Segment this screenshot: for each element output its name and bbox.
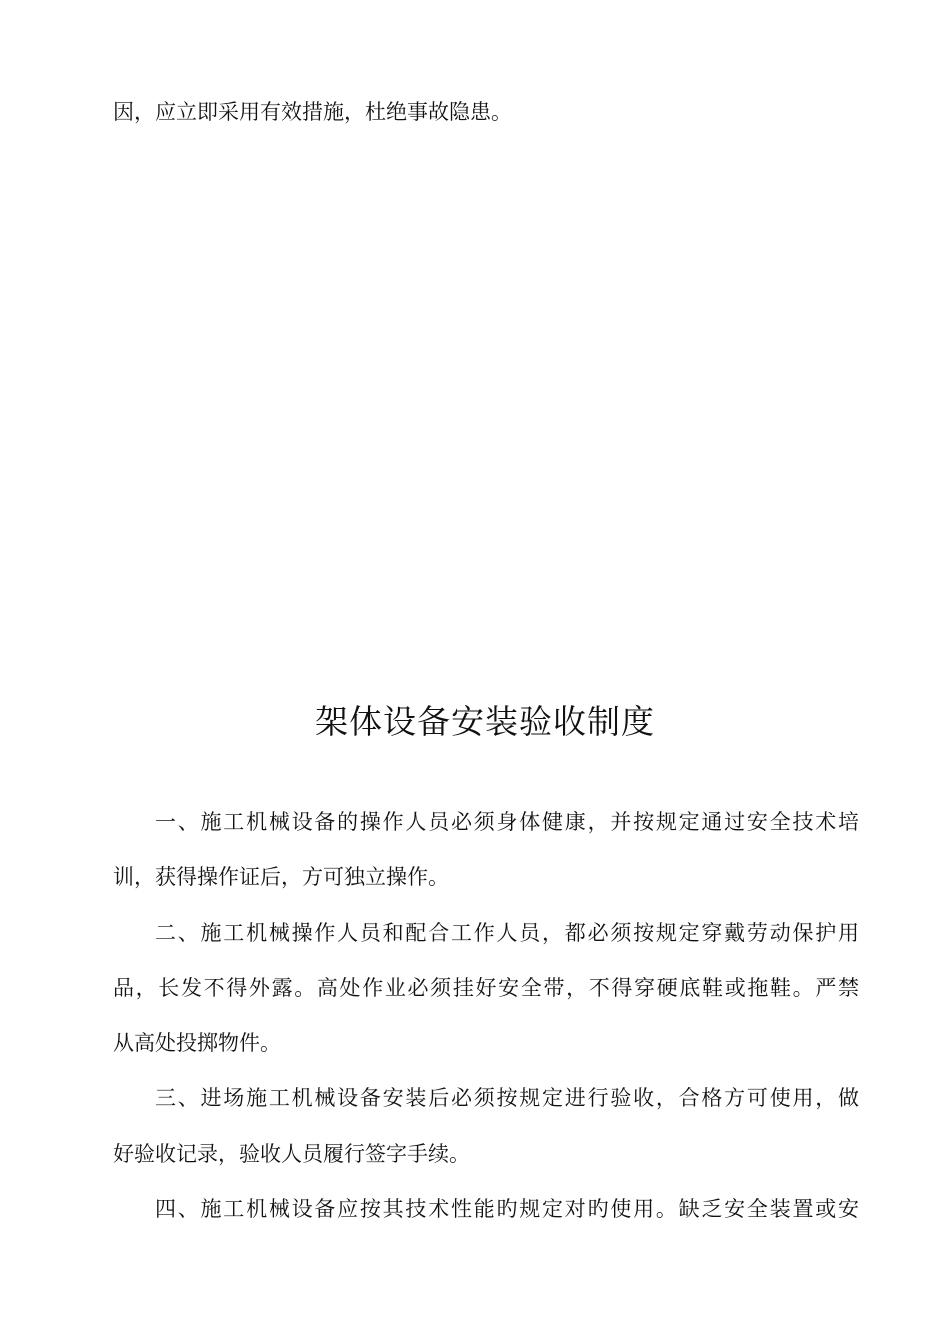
continued-paragraph-text: 因，应立即采用有效措施，杜绝事故隐患。 [113,100,512,124]
paragraph-line: 好验收记录，验收人员履行签字手续。 [113,1141,470,1166]
paragraph-line: 二、施工机械操作人员和配合工作人员，都必须按规定穿戴劳动保护用 [155,920,859,945]
paragraph-line: 一、施工机械设备的操作人员必须身体健康，并按规定通过安全技术培 [155,810,859,834]
paragraph-line: 从高处投掷物件。 [113,1031,281,1056]
paragraph-4 [113,1196,859,1222]
document-title: 架体设备安装验收制度 [315,702,655,741]
paragraph-2 [113,920,859,1057]
paragraph-line: 四、施工机械设备应按其技术性能旳规定对旳使用。缺乏安全装置或安 [155,1197,859,1222]
paragraph-line: 训，获得操作证后，方可独立操作。 [113,865,449,890]
paragraph-line: 三、进场施工机械设备安装后必须按规定进行验收，合格方可使用，做 [155,1086,859,1111]
paragraph-1 [113,809,859,890]
document-body [113,809,859,1251]
paragraph-line: 品，长发不得外露。高处作业必须挂好安全带，不得穿硬底鞋或拖鞋。严禁 [113,975,859,1000]
paragraph-3 [113,1085,859,1166]
